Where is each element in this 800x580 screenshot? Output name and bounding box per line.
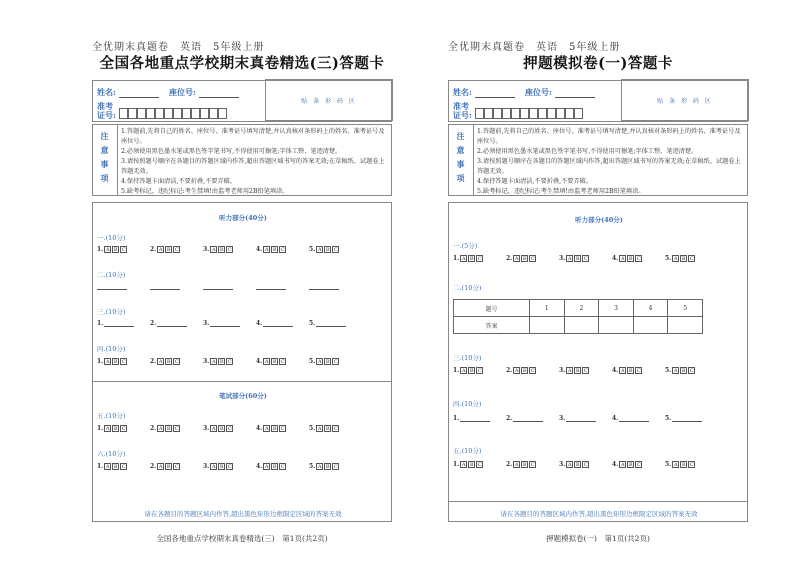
listening-title: 听力部分(40分) bbox=[219, 214, 267, 222]
section-1-choices[interactable]: 1. A B C 2. A B C 3. A B C 4. A B C 5. A B C bbox=[97, 246, 338, 253]
section-6-choices[interactable]: 1. A B C 2. A B C 3. A B C 4. A B C 5. A B C bbox=[97, 463, 338, 470]
right-notes-box bbox=[448, 124, 748, 196]
exam-no-cells[interactable] bbox=[119, 103, 227, 122]
section-2-blanks[interactable] bbox=[97, 283, 362, 290]
section-5-choices[interactable]: 1. A B C 2. A B C 3. A B C 4. A B C 5. A B C bbox=[453, 461, 694, 468]
left-footer-note: 请在各题目的答题区域内作答,超出黑色矩形边框限定区域的答案无效 bbox=[144, 510, 342, 518]
left-page-footer: 全国各地重点学校期末真卷精选(三) 第1页(共2页) bbox=[156, 534, 328, 543]
writing-title: 笔试部分(60分) bbox=[219, 392, 267, 400]
name-field[interactable] bbox=[475, 89, 515, 98]
notice-label: 注意事项 bbox=[449, 125, 474, 195]
right-running-header: 全优期末真题卷 英语 5年级上册 bbox=[448, 42, 621, 53]
right-page-title: 押题模拟卷(一)答题卡 bbox=[523, 55, 673, 72]
right-footer-note: 请在各题目的答题区域内作答,超出黑色矩形边框限定区域的答案无效 bbox=[500, 510, 698, 518]
exam-no-label: 准考证号: bbox=[97, 101, 116, 120]
notice-label: 注意事项 bbox=[93, 125, 118, 195]
seat-label: 座位号: bbox=[169, 87, 196, 97]
notes-list: 1.答题前,先将自己的姓名、座位号、准考证号填写清楚,并认真核对条形码上的姓名、准考证号及座位号。 2.必须使用黑色墨水笔或黑色签字笔书写,不得使用可擦笔;字体工整、笔迹清楚。 3.请按照题号顺序在各题目的答题区域内作答,超出答题区域书写的答案无效;在草稿纸、试题卷上答题无效。 4.保持答题卡面清洁,不要折叠,不要弄破。 5.缺考标记、违纪标记:考生禁填!由监考老师用2B铅笔填涂。 bbox=[121, 128, 385, 195]
name-label: 姓名: bbox=[453, 87, 472, 97]
right-info-box bbox=[448, 80, 748, 122]
section-1-title: 一.(5分) bbox=[453, 242, 478, 250]
section-4-title: 四.(10分) bbox=[453, 400, 482, 408]
section-2-title: 二.(10分) bbox=[453, 284, 482, 292]
section-6-title: 六.(10分) bbox=[97, 450, 126, 458]
seat-field[interactable] bbox=[555, 89, 595, 98]
name-field[interactable] bbox=[119, 89, 159, 98]
listening-title: 听力部分(40分) bbox=[575, 216, 623, 224]
seat-field[interactable] bbox=[199, 89, 239, 98]
right-page-footer: 押题模拟卷(一) 第1页(共2页) bbox=[546, 534, 650, 543]
section-1-choices[interactable]: 1. A B C 2. A B C 3. A B C 4. A B C 5. A B C bbox=[453, 255, 694, 262]
section-3-title: 三.(10分) bbox=[453, 354, 482, 362]
left-notes-box bbox=[92, 124, 392, 196]
left-page-title: 全国各地重点学校期末真卷精选(三)答题卡 bbox=[99, 55, 385, 72]
section-4-choices[interactable]: 1. A B C 2. A B C 3. A B C 4. A B C 5. A B C bbox=[97, 358, 338, 365]
exam-no-cells[interactable] bbox=[475, 103, 583, 122]
name-label: 姓名: bbox=[97, 87, 116, 97]
answer-table[interactable] bbox=[453, 299, 703, 334]
section-divider bbox=[93, 381, 391, 382]
section-3-blanks[interactable]: 1. 2. 3. 4. 5. bbox=[97, 320, 362, 327]
section-3-title: 三.(10分) bbox=[97, 308, 126, 316]
section-4-title: 四.(10分) bbox=[97, 345, 126, 353]
table-header-row: 题号 1 2 3 4 5 bbox=[454, 300, 703, 317]
section-5-title: 五.(10分) bbox=[97, 412, 126, 420]
section-5-choices[interactable]: 1. A B C 2. A B C 3. A B C 4. A B C 5. A B C bbox=[97, 425, 338, 432]
table-answer-row[interactable]: 答案 bbox=[454, 317, 703, 334]
barcode-area: 贴 条 形 码 区 bbox=[265, 79, 393, 121]
footer-divider bbox=[449, 501, 747, 502]
exam-no-label: 准考证号: bbox=[453, 101, 472, 120]
section-1-title: 一.(10分) bbox=[97, 234, 126, 242]
section-5-title: 五.(10分) bbox=[453, 447, 482, 455]
left-answer-region bbox=[92, 202, 392, 522]
section-3-choices[interactable]: 1. A B C 2. A B C 3. A B C 4. A B C 5. A B C bbox=[453, 367, 694, 374]
section-4-blanks[interactable]: 1. 2. 3. 4. 5. bbox=[453, 415, 718, 422]
left-info-box bbox=[92, 80, 392, 122]
left-running-header: 全优期末真题卷 英语 5年级上册 bbox=[92, 42, 265, 53]
notes-list: 1.答题前,先将自己的姓名、座位号、准考证号填写清楚,并认真核对条形码上的姓名、准考证号及座位号。 2.必须使用黑色墨水笔或黑色签字笔书写,不得使用可擦笔;字体工整、笔迹清楚。 3.请按照题号顺序在各题目的答题区域内作答,超出答题区域书写的答案无效;在草稿纸、试题卷上答题无效。 4.保持答题卡面清洁,不要折叠,不要弄破。 5.缺考标记、违纪标记:考生禁填!由监考老师用2B铅笔填涂。 bbox=[477, 128, 741, 195]
seat-label: 座位号: bbox=[525, 87, 552, 97]
barcode-area: 贴 条 形 码 区 bbox=[621, 79, 749, 121]
section-2-title: 二.(10分) bbox=[97, 271, 126, 279]
right-answer-region bbox=[448, 202, 748, 522]
